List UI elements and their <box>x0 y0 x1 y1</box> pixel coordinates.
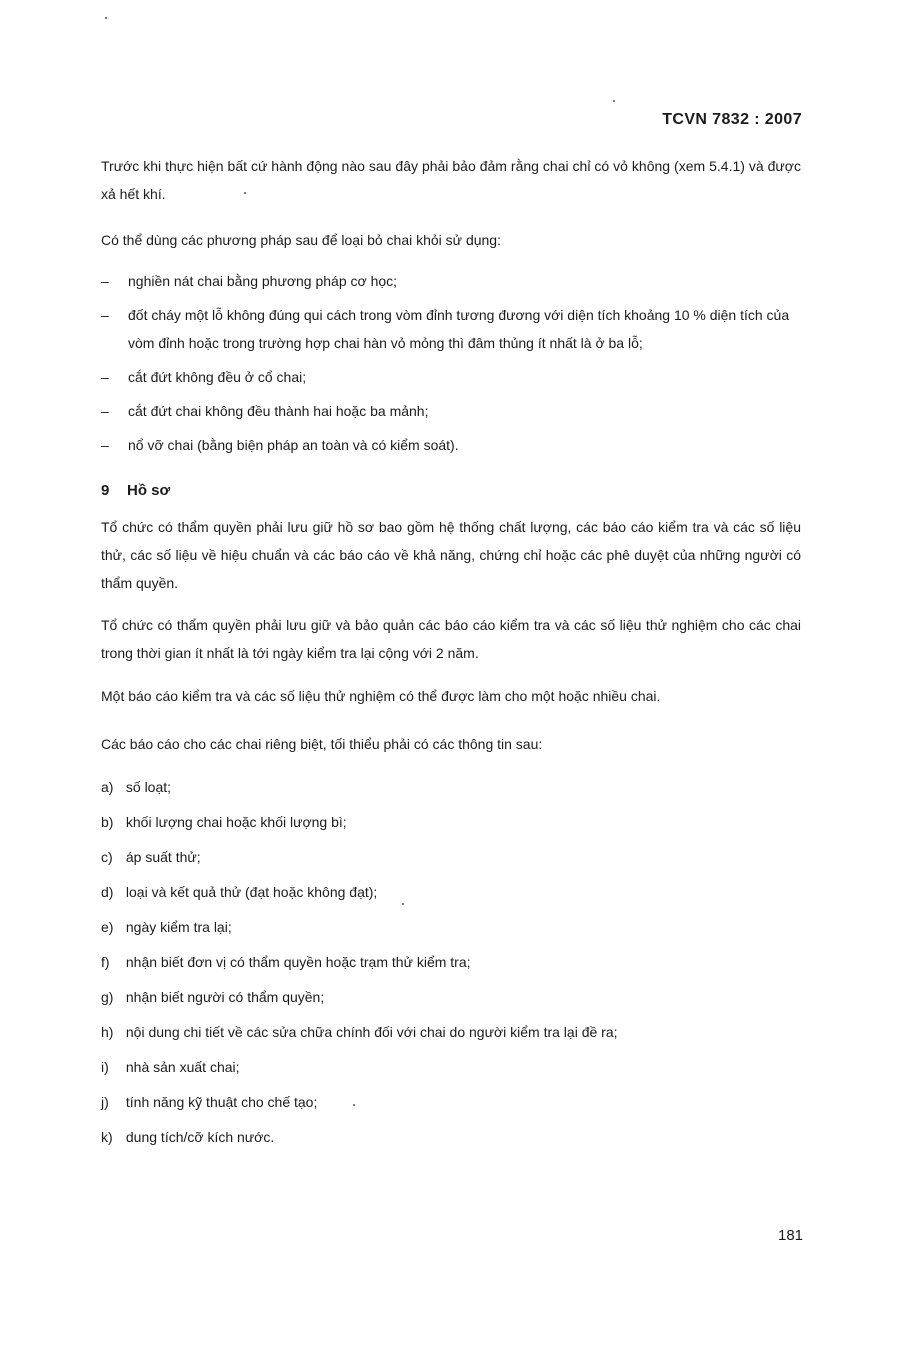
method-item <box>101 267 801 295</box>
section-heading <box>101 482 170 499</box>
list-item <box>101 983 801 1018</box>
method-item <box>101 301 801 357</box>
report-info-list <box>101 773 801 1158</box>
bullet-dash: – <box>101 273 109 289</box>
list-item <box>101 878 801 913</box>
item-marker: i) <box>101 1059 109 1075</box>
item-text: tính năng kỹ thuật cho chế tạo; <box>125 1094 318 1110</box>
method-text: đốt cháy một lỗ không đúng qui cách trong vòm đỉnh tương đương với diện tích khoảng 10 % diện tích của vòm đỉnh hoặc trong trường hợp chai hàn vỏ mỏng thì đâm thủng ít nhất là ở ba lỗ; <box>128 307 790 351</box>
item-marker: d) <box>101 884 114 900</box>
method-item <box>101 363 801 391</box>
methods-lead-paragraph: Có thể dùng các phương pháp sau để loại bỏ chai khỏi sử dụng: <box>101 232 501 248</box>
item-marker: g) <box>101 989 114 1005</box>
scan-speck <box>613 100 615 102</box>
intro-paragraph: Trước khi thực hiện bất cứ hành động nào sau đây phải bảo đảm rằng chai chỉ có vỏ không (xem 5.4.1) và được xả hết khí. <box>101 158 801 202</box>
scan-speck <box>105 17 107 19</box>
item-marker: c) <box>101 849 113 865</box>
bullet-dash: – <box>101 403 109 419</box>
list-item <box>101 948 801 983</box>
method-item <box>101 431 801 459</box>
item-marker: k) <box>101 1129 113 1145</box>
retention-paragraph: Tổ chức có thẩm quyền phải lưu giữ và bảo quản các báo cáo kiểm tra và các số liệu thử nghiệm cho các chai trong thời gian ít nhất là tới ngày kiểm tra lại cộng với 2 năm. <box>101 617 801 661</box>
item-text: nhận biết người có thẩm quyền; <box>125 989 325 1005</box>
list-item <box>101 913 801 948</box>
item-text: áp suất thử; <box>125 849 201 865</box>
bullet-dash: – <box>101 369 109 385</box>
bullet-dash: – <box>101 307 109 323</box>
item-text: số loạt; <box>125 779 172 795</box>
scan-speck <box>244 192 246 194</box>
method-item <box>101 397 801 425</box>
item-text: nội dung chi tiết về các sửa chữa chính đối với chai do người kiểm tra lại đề ra; <box>125 1024 618 1040</box>
item-text: ngày kiểm tra lại; <box>125 919 232 935</box>
item-marker: b) <box>101 814 114 830</box>
item-marker: e) <box>101 919 114 935</box>
item-text: nhận biết đơn vị có thẩm quyền hoặc trạm thử kiểm tra; <box>125 954 471 970</box>
bullet-dash: – <box>101 437 109 453</box>
method-text: nổ vỡ chai (bằng biện pháp an toàn và có kiểm soát). <box>128 437 459 453</box>
item-marker: f) <box>101 954 110 970</box>
section-title: Hồ sơ <box>127 482 171 499</box>
section-number: 9 <box>101 482 110 499</box>
list-item <box>101 808 801 843</box>
method-text: cắt đứt không đều ở cổ chai; <box>128 369 307 385</box>
standard-code-header: TCVN 7832 : 2007 <box>662 111 802 128</box>
scan-speck <box>353 1104 355 1106</box>
list-item <box>101 1053 801 1088</box>
disposal-methods-list <box>101 267 801 465</box>
list-item <box>101 1018 801 1053</box>
records-paragraph: Tổ chức có thẩm quyền phải lưu giữ hồ sơ bao gồm hệ thống chất lượng, các báo cáo kiểm tra và các số liệu thử, các số liệu về hiệu chuẩn và các báo cáo về khả năng, chứng chỉ hoặc các phê duyệt của những người có thẩm quyền. <box>101 519 801 591</box>
item-marker: h) <box>101 1024 114 1040</box>
item-marker: j) <box>101 1094 109 1110</box>
scan-speck <box>402 903 404 905</box>
item-text: khối lượng chai hoặc khối lượng bì; <box>125 814 347 830</box>
method-text: nghiền nát chai bằng phương pháp cơ học; <box>128 273 398 289</box>
page-number: 181 <box>778 1227 804 1244</box>
method-text: cắt đứt chai không đều thành hai hoặc ba mảnh; <box>128 403 429 419</box>
report-scope-paragraph: Một báo cáo kiểm tra và các số liệu thử nghiệm có thể được làm cho một hoặc nhiều chai. <box>101 688 661 704</box>
list-item <box>101 1123 801 1158</box>
list-item <box>101 773 801 808</box>
item-marker: a) <box>101 779 114 795</box>
list-item <box>101 843 801 878</box>
item-text: loại và kết quả thử (đạt hoặc không đạt); <box>125 884 378 900</box>
item-text: nhà sản xuất chai; <box>125 1059 240 1075</box>
report-contents-lead: Các báo cáo cho các chai riêng biệt, tối thiểu phải có các thông tin sau: <box>101 736 543 752</box>
item-text: dung tích/cỡ kích nước. <box>125 1129 275 1145</box>
list-item <box>101 1088 801 1123</box>
